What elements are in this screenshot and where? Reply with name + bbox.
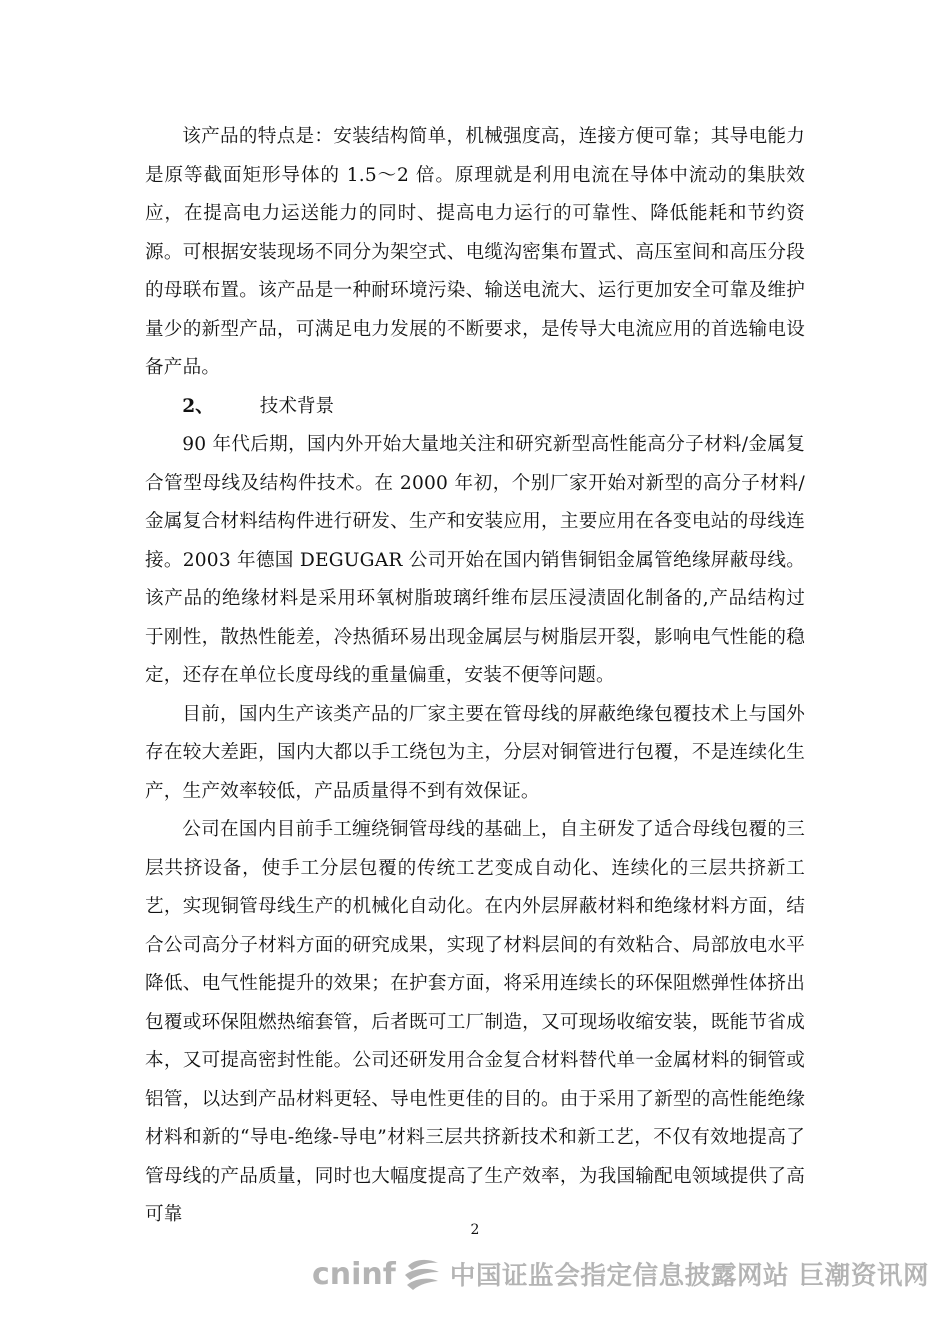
paragraph-company-development: 公司在国内目前手工缠绕铜管母线的基础上，自主研发了适合母线包覆的三层共挤设备，使手工分层包覆的传统工艺变成自动化、连续化的三层共挤新工艺，实现铜管母线生产的机械化自动化。在内外层屏蔽材料和绝缘材料方面，结合公司高分子材料方面的研究成果，实现了材料层间的有效粘合、局部放电水平降低、电气性能提升的效果；在护套方面，将采用连续长的环保阻燃弹性体挤出包覆或环保阻燃热缩套管，后者既可工厂制造，又可现场收缩安装，既能节省成本，又可提高密封性能。公司还研发用合金复合材料替代单一金属材料的铜管或铝管，以达到产品材料更轻、导电性更佳的目的。由于采用了新型的高性能绝缘材料和新的“导电-绝缘-导电”材料三层共挤新技术和新工艺，不仅有效地提高了管母线的产品质量，同时也大幅度提高了生产效率，为我国输配电领域提供了高可靠 xyxy=(145,819,805,1225)
paragraph-product-features: 该产品的特点是：安装结构简单，机械强度高，连接方便可靠；其导电能力是原等截面矩形导体的 1.5～2 倍。原理就是利用电流在导体中流动的集肤效应，在提高电力运送能力的同时、提高电力运行的可靠性、降低能耗和节约资源。可根据安装现场不同分为架空式、电缆沟密集布置式、高压室间和高压分段的母联布置。该产品是一种耐环境污染、输送电流大、运行更加安全可靠及维护量少的新型产品，可满足电力发展的不断要求，是传导大电流应用的首选输电设备产品。 xyxy=(145,126,805,378)
section-number: 2、 xyxy=(182,395,214,417)
document-body xyxy=(145,118,805,1235)
paragraph-domestic-status: 目前，国内生产该类产品的厂家主要在管母线的屏蔽绝缘包覆技术上与国外存在较大差距，国内大都以手工绕包为主，分层对铜管进行包覆，不是连续化生产，生产效率较低，产品质量得不到有效保证。 xyxy=(145,703,805,802)
section-heading xyxy=(145,388,805,427)
paragraph-history: 90 年代后期，国内外开始大量地关注和研究新型高性能高分子材料/金属复合管型母线及结构件技术。在 2000 年初，个别厂家开始对新型的高分子材料/金属复合材料结构件进行研发、生产和安装应用，主要应用在各变电站的母线连接。2003 年德国 DEGUGAR 公司开始在国内销售铜铝金属管绝缘屏蔽母线。该产品的绝缘材料是采用环氧树脂玻璃纤维布层压浸渍固化制备的,产品结构过于刚性，散热性能差，冷热循环易出现金属层与树脂层开裂，影响电气性能的稳定，还存在单位长度母线的重量偏重，安装不便等问题。 xyxy=(145,434,805,686)
cninfo-swirl-icon xyxy=(402,1256,442,1292)
section-title: 技术背景 xyxy=(259,395,335,417)
page-number: 2 xyxy=(470,1222,480,1238)
footer-slogan: 中国证监会指定信息披露网站 巨潮资讯网 xyxy=(449,1261,930,1291)
footer-logo-text: cninf xyxy=(312,1256,396,1292)
footer-watermark xyxy=(312,1252,950,1296)
